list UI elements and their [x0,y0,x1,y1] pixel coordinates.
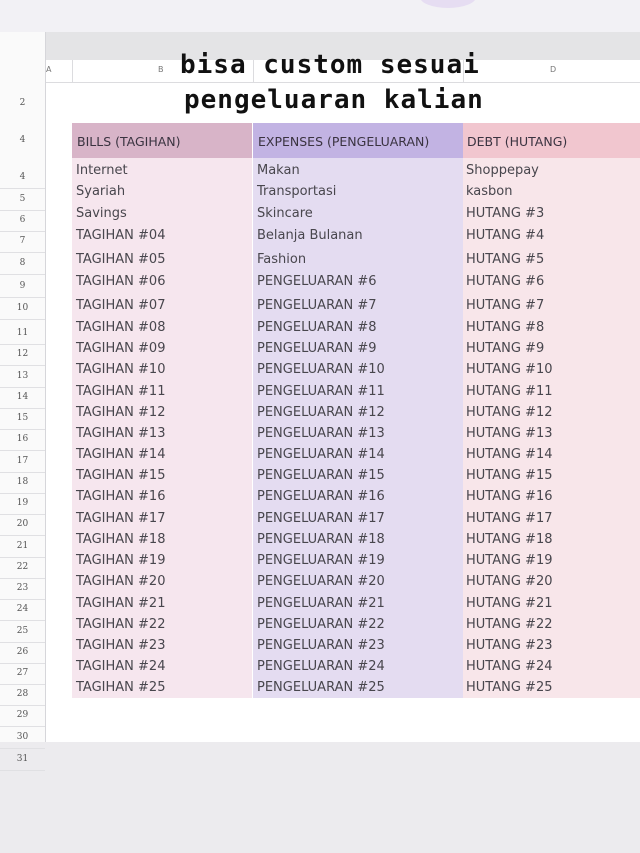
row-number[interactable]: 15 [16,413,29,423]
row-divider [0,493,45,494]
expenses-cell[interactable]: PENGELUARAN #22 [257,617,385,632]
debt-cell[interactable]: HUTANG #11 [466,384,553,399]
row-divider [0,274,45,275]
debt-cell[interactable]: HUTANG #5 [466,252,545,267]
row-number[interactable]: 4 [19,135,26,145]
expenses-cell[interactable]: Belanja Bulanan [257,228,363,243]
row-number[interactable]: 4 [19,172,26,182]
debt-cell[interactable]: HUTANG #8 [466,320,545,335]
expenses-cell[interactable]: PENGELUARAN #10 [257,362,385,377]
debt-cell[interactable]: HUTANG #19 [466,553,553,568]
bills-cell[interactable]: TAGIHAN #22 [76,617,166,632]
expenses-cell[interactable]: PENGELUARAN #7 [257,298,377,313]
row-number[interactable]: 14 [16,392,29,402]
row-divider [0,231,45,232]
row-number[interactable]: 11 [16,328,29,338]
bills-cell[interactable]: TAGIHAN #10 [76,362,166,377]
debt-cell[interactable]: HUTANG #18 [466,532,553,547]
bills-cell[interactable]: TAGIHAN #16 [76,489,166,504]
debt-header-label: DEBT (HUTANG) [467,134,568,149]
bills-cell[interactable]: TAGIHAN #15 [76,468,166,483]
bills-cell[interactable]: TAGIHAN #05 [76,252,166,267]
row-number[interactable]: 7 [19,236,26,246]
bills-cell[interactable]: TAGIHAN #11 [76,384,166,399]
expenses-cell[interactable]: PENGELUARAN #24 [257,659,385,674]
bills-cell[interactable]: TAGIHAN #21 [76,596,166,611]
debt-cell[interactable]: HUTANG #7 [466,298,545,313]
expenses-cell[interactable]: PENGELUARAN #20 [257,574,385,589]
row-number[interactable]: 29 [16,710,29,720]
row-divider [0,770,45,771]
expenses-header-label: EXPENSES (PENGELUARAN) [258,134,430,149]
row-number[interactable]: 17 [16,456,29,466]
bills-cell[interactable]: TAGIHAN #13 [76,426,166,441]
row-divider [0,748,45,749]
expenses-cell[interactable]: PENGELUARAN #21 [257,596,385,611]
debt-cell[interactable]: HUTANG #10 [466,362,553,377]
column-letter-d[interactable]: D [550,65,557,74]
expenses-cell[interactable]: PENGELUARAN #6 [257,274,377,289]
expenses-cell[interactable]: PENGELUARAN #23 [257,638,385,653]
bills-cell[interactable]: TAGIHAN #08 [76,320,166,335]
title-line-2: pengeluaran kalian [184,85,484,115]
row-number[interactable]: 26 [16,647,29,657]
expenses-cell[interactable]: Transportasi [257,184,337,199]
row-number-gutter [0,32,46,764]
bills-cell[interactable]: Internet [76,163,128,178]
row-divider [0,620,45,621]
row-divider [0,408,45,409]
bills-cell[interactable]: TAGIHAN #06 [76,274,166,289]
row-divider [0,450,45,451]
row-divider [0,344,45,345]
expenses-cell[interactable]: PENGELUARAN #14 [257,447,385,462]
bills-cell[interactable]: TAGIHAN #17 [76,511,166,526]
row-divider [0,535,45,536]
expenses-cell[interactable]: PENGELUARAN #17 [257,511,385,526]
row-divider [0,387,45,388]
debt-cell[interactable]: HUTANG #14 [466,447,553,462]
row-divider [0,365,45,366]
row-divider [0,319,45,320]
row-divider [0,252,45,253]
debt-cell[interactable]: HUTANG #25 [466,680,553,695]
row-number[interactable]: 28 [16,689,29,699]
row-number[interactable]: 20 [16,519,29,529]
column-letter-a[interactable]: A [46,65,52,74]
expenses-cell[interactable]: PENGELUARAN #12 [257,405,385,420]
row-number[interactable]: 13 [16,371,29,381]
expenses-cell[interactable]: PENGELUARAN #19 [257,553,385,568]
bills-cell[interactable]: TAGIHAN #24 [76,659,166,674]
bills-cell[interactable]: TAGIHAN #25 [76,680,166,695]
row-divider [0,578,45,579]
debt-cell[interactable]: HUTANG #24 [466,659,553,674]
bills-cell[interactable]: TAGIHAN #19 [76,553,166,568]
row-number[interactable]: 31 [16,754,29,764]
expenses-cell[interactable]: PENGELUARAN #15 [257,468,385,483]
expenses-cell[interactable]: Skincare [257,206,313,221]
expenses-cell[interactable]: PENGELUARAN #16 [257,489,385,504]
debt-cell[interactable]: HUTANG #12 [466,405,553,420]
bills-header-label: BILLS (TAGIHAN) [77,134,181,149]
expenses-cell[interactable]: Makan [257,163,300,178]
row-number[interactable]: 8 [19,258,26,268]
column-letter-b[interactable]: B [158,65,164,74]
bills-cell[interactable]: TAGIHAN #20 [76,574,166,589]
row-number[interactable]: 24 [16,604,29,614]
debt-cell[interactable]: HUTANG #13 [466,426,553,441]
bills-cell[interactable]: TAGIHAN #23 [76,638,166,653]
title-line-1: bisa custom sesuai [180,50,480,80]
row-number[interactable]: 22 [16,562,29,572]
bills-cell[interactable]: TAGIHAN #04 [76,228,166,243]
debt-cell[interactable]: HUTANG #6 [466,274,545,289]
row-number[interactable]: 5 [19,194,26,204]
row-number[interactable]: 27 [16,668,29,678]
debt-cell[interactable]: HUTANG #15 [466,468,553,483]
top-band [0,0,640,32]
expenses-cell[interactable]: PENGELUARAN #9 [257,341,377,356]
row-number[interactable]: 30 [16,732,29,742]
row-divider [0,472,45,473]
row-divider [0,684,45,685]
row-number[interactable]: 6 [19,215,26,225]
expenses-cell[interactable]: Fashion [257,252,307,267]
row-number[interactable]: 9 [19,281,26,291]
debt-cell[interactable]: HUTANG #22 [466,617,553,632]
column-divider [72,60,73,82]
row-number[interactable]: 19 [16,498,29,508]
bills-cell[interactable]: TAGIHAN #09 [76,341,166,356]
expenses-cell[interactable]: PENGELUARAN #13 [257,426,385,441]
row-divider [0,557,45,558]
bills-cell[interactable]: TAGIHAN #12 [76,405,166,420]
debt-cell[interactable]: HUTANG #9 [466,341,545,356]
row-number[interactable]: 2 [19,98,26,108]
bills-cell[interactable]: TAGIHAN #07 [76,298,166,313]
row-number[interactable]: 16 [16,434,29,444]
expenses-cell[interactable]: PENGELUARAN #18 [257,532,385,547]
debt-cell[interactable]: HUTANG #20 [466,574,553,589]
row-number[interactable]: 23 [16,583,29,593]
expenses-cell[interactable]: PENGELUARAN #25 [257,680,385,695]
debt-cell[interactable]: HUTANG #4 [466,228,545,243]
bills-cell[interactable]: TAGIHAN #14 [76,447,166,462]
debt-cell[interactable]: HUTANG #17 [466,511,553,526]
row-divider [0,297,45,298]
row-divider [0,188,45,189]
debt-cell[interactable]: kasbon [466,184,513,199]
bills-cell[interactable]: Savings [76,206,127,221]
debt-cell[interactable]: HUTANG #21 [466,596,553,611]
expenses-cell[interactable]: PENGELUARAN #8 [257,320,377,335]
debt-cell[interactable]: HUTANG #16 [466,489,553,504]
row-number[interactable]: 18 [16,477,29,487]
row-divider [0,210,45,211]
row-number[interactable]: 12 [16,349,29,359]
row-divider [0,429,45,430]
row-divider [0,514,45,515]
debt-cell[interactable]: Shoppepay [466,163,539,178]
expenses-cell[interactable]: PENGELUARAN #11 [257,384,385,399]
bills-cell[interactable]: Syariah [76,184,126,199]
row-number[interactable]: 21 [16,541,29,551]
row-number[interactable]: 10 [16,303,29,313]
row-number[interactable]: 25 [16,626,29,636]
debt-cell[interactable]: HUTANG #3 [466,206,545,221]
row-divider [0,599,45,600]
row-divider [0,726,45,727]
row-divider [0,705,45,706]
bills-cell[interactable]: TAGIHAN #18 [76,532,166,547]
row-divider [0,642,45,643]
row-divider [0,663,45,664]
debt-cell[interactable]: HUTANG #23 [466,638,553,653]
